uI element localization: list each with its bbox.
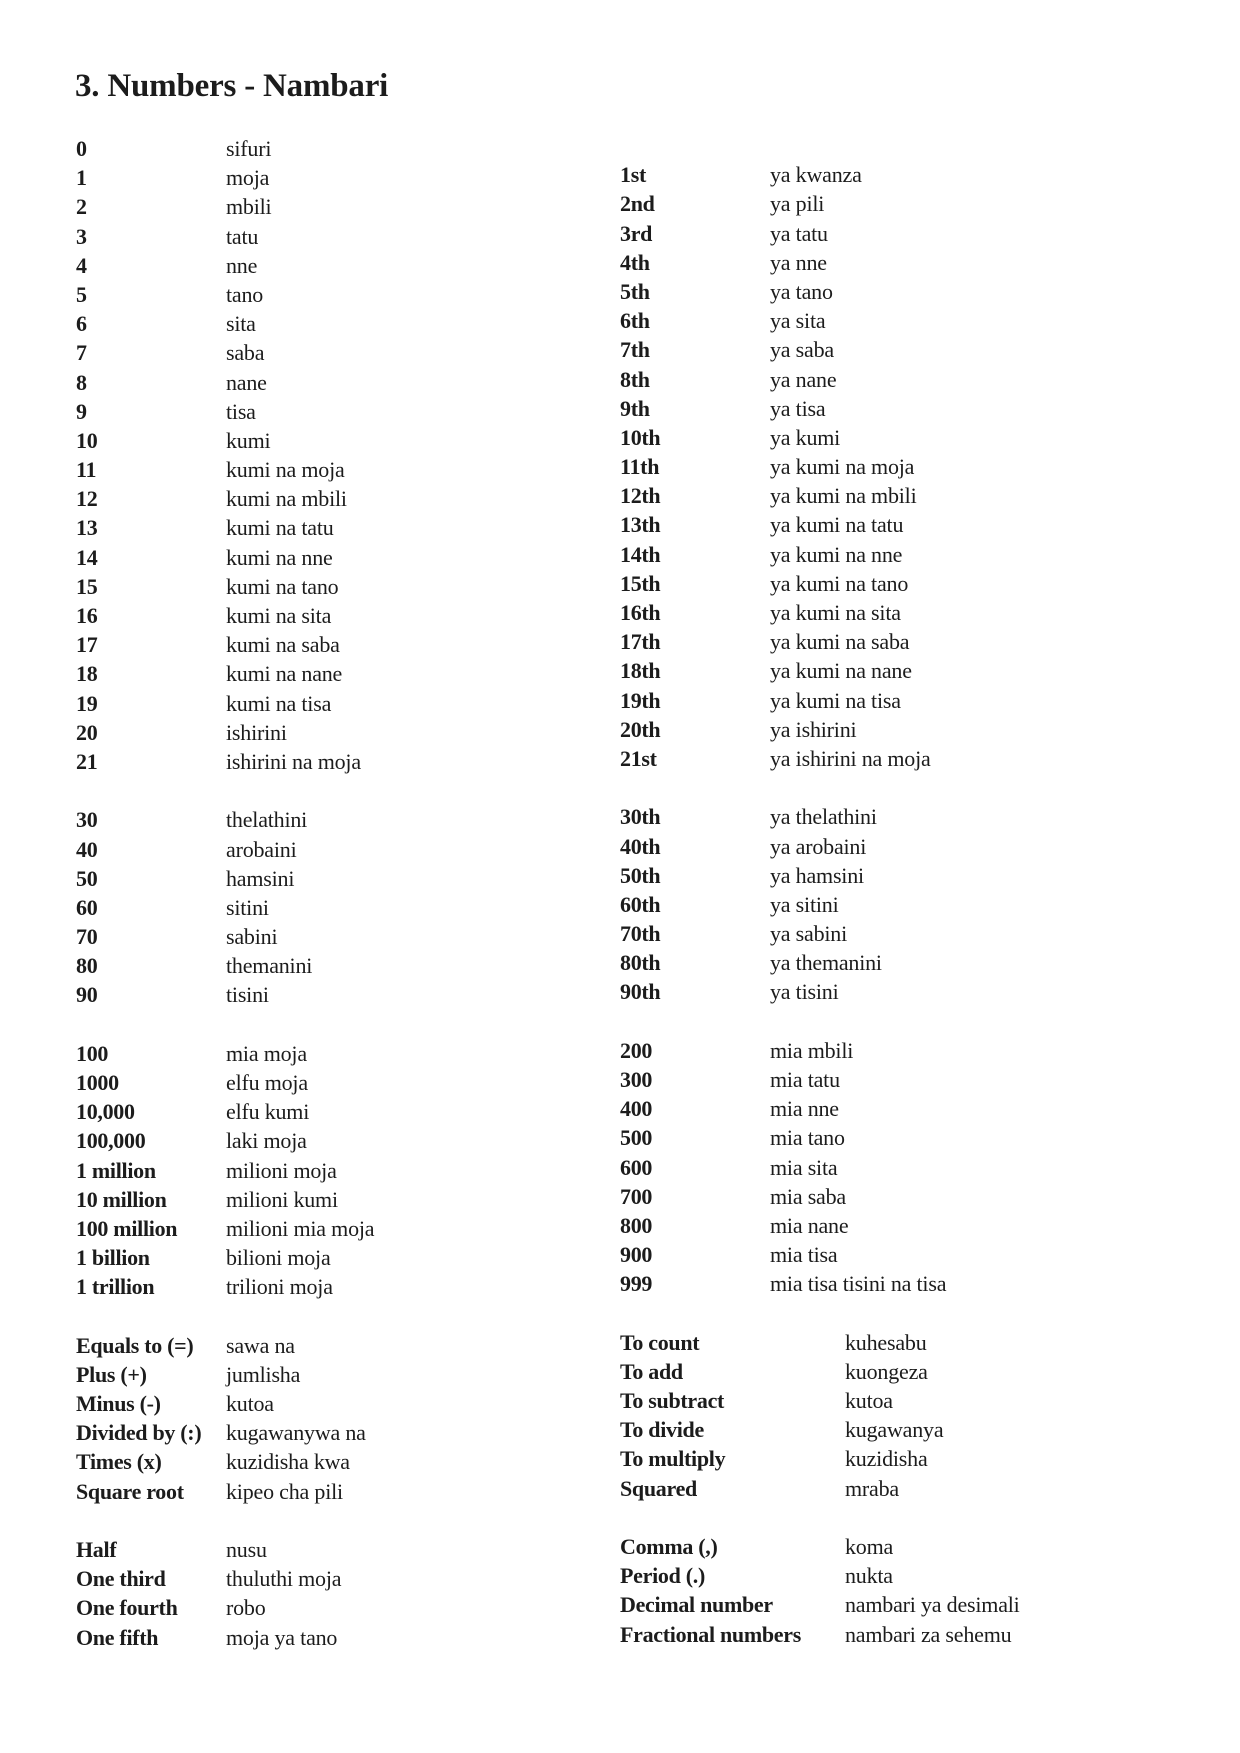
term-label: 17 — [76, 632, 98, 658]
term-translation: kuhesabu — [845, 1329, 927, 1355]
term-label: 90th — [620, 979, 661, 1005]
term-translation: kumi na moja — [226, 457, 345, 483]
term-label: 14th — [620, 541, 661, 567]
term-translation: ya pili — [770, 191, 825, 217]
term-label: 30 — [76, 807, 98, 833]
term-translation: themanini — [226, 953, 313, 979]
term-translation: ya tatu — [770, 220, 828, 246]
term-label: 70 — [76, 924, 98, 950]
term-translation: ya kumi na sita — [770, 600, 901, 625]
term-label: Fractional numbers — [620, 1621, 801, 1647]
term-label: 9 — [76, 398, 87, 424]
term-translation: kugawanya — [845, 1417, 944, 1443]
term-translation: kumi na saba — [226, 632, 340, 658]
term-translation: kumi na tisa — [226, 690, 332, 716]
term-translation: tatu — [226, 223, 259, 249]
term-label: 700 — [620, 1183, 653, 1209]
term-label: 1st — [620, 162, 646, 188]
term-label: One fifth — [76, 1624, 159, 1650]
term-label: 12th — [620, 483, 661, 509]
term-label: 21 — [76, 748, 98, 774]
term-label: To count — [620, 1329, 700, 1355]
term-translation: ya hamsini — [770, 862, 864, 888]
term-translation: tano — [226, 281, 264, 307]
term-label: 15 — [76, 573, 98, 599]
term-label: Period (.) — [620, 1563, 705, 1589]
term-label: To subtract — [620, 1388, 725, 1414]
term-translation: saba — [226, 340, 265, 366]
term-label: To divide — [620, 1417, 704, 1443]
term-label: Plus (+) — [76, 1361, 147, 1387]
term-translation: ya kumi na nane — [770, 658, 912, 684]
term-translation: thuluthi moja — [226, 1566, 342, 1592]
term-translation: mia tisa tisini na tisa — [770, 1271, 947, 1297]
term-label: 100 million — [76, 1215, 178, 1241]
term-translation: ya kumi na mbili — [770, 483, 917, 509]
term-translation: ya tisini — [770, 979, 839, 1005]
term-label: 18 — [76, 661, 98, 687]
term-label: 12 — [76, 486, 98, 512]
term-label: 16 — [76, 603, 98, 628]
term-label: 600 — [620, 1154, 653, 1180]
term-translation: ya nne — [770, 249, 827, 275]
term-translation: ya kumi na tisa — [770, 687, 901, 713]
term-label: Comma (,) — [620, 1534, 718, 1559]
term-translation: ya saba — [770, 337, 834, 363]
term-label: 800 — [620, 1212, 653, 1238]
term-translation: ya kumi na nne — [770, 541, 903, 567]
term-translation: sita — [226, 311, 256, 337]
term-label: 60th — [620, 891, 661, 917]
term-label: 400 — [620, 1096, 653, 1122]
term-label: 60 — [76, 894, 98, 920]
term-translation: mia moja — [226, 1040, 307, 1066]
term-translation: ishirini na moja — [226, 748, 361, 774]
term-label: Half — [76, 1537, 117, 1562]
term-label: 40 — [76, 836, 98, 862]
term-translation: mia tano — [770, 1125, 845, 1151]
term-label: 14 — [76, 544, 98, 570]
term-label: 11 — [76, 457, 97, 483]
term-label: 1 — [76, 165, 87, 191]
term-translation: thelathini — [226, 807, 308, 833]
term-translation: nukta — [845, 1563, 893, 1589]
term-translation: kumi na nane — [226, 661, 343, 687]
term-label: 8 — [76, 369, 87, 395]
term-label: 6 — [76, 311, 87, 337]
term-label: Decimal number — [620, 1592, 773, 1618]
term-label: 200 — [620, 1037, 653, 1063]
term-translation: kumi — [226, 427, 271, 453]
term-translation: elfu kumi — [226, 1099, 310, 1125]
term-translation: kumi na sita — [226, 603, 332, 628]
term-label: 9th — [620, 395, 650, 421]
term-label: Equals to (=) — [76, 1332, 194, 1358]
term-translation: tisa — [226, 398, 256, 424]
term-label: 10 million — [76, 1186, 167, 1212]
term-translation: mia mbili — [770, 1037, 854, 1063]
term-label: 1 million — [76, 1157, 156, 1183]
term-label: To multiply — [620, 1446, 726, 1472]
term-label: 10th — [620, 424, 661, 450]
term-translation: mbili — [226, 194, 272, 220]
term-translation: nambari ya desimali — [845, 1592, 1020, 1618]
term-translation: sawa na — [226, 1332, 295, 1358]
term-label: 1 trillion — [76, 1274, 155, 1300]
term-translation: mia nane — [770, 1212, 849, 1238]
term-label: 300 — [620, 1067, 653, 1092]
term-translation: kuzidisha — [845, 1446, 928, 1472]
term-label: 20 — [76, 719, 98, 745]
term-translation: kutoa — [845, 1388, 893, 1414]
term-translation: kumi na nne — [226, 544, 333, 570]
term-translation: ya sita — [770, 308, 826, 334]
term-translation: elfu moja — [226, 1070, 308, 1095]
term-translation: kipeo cha pili — [226, 1478, 343, 1504]
term-translation: koma — [845, 1534, 894, 1559]
term-label: 1000 — [76, 1070, 119, 1095]
term-label: 5th — [620, 278, 650, 304]
term-label: 100 — [76, 1040, 109, 1066]
term-label: 17th — [620, 629, 661, 655]
term-translation: moja ya tano — [226, 1624, 338, 1650]
term-translation: ya tisa — [770, 395, 826, 421]
term-label: 100,000 — [76, 1128, 146, 1154]
term-translation: bilioni moja — [226, 1245, 331, 1271]
term-translation: ya thelathini — [770, 804, 877, 830]
term-label: 80 — [76, 953, 98, 979]
term-label: Squared — [620, 1475, 697, 1501]
term-translation: arobaini — [226, 836, 297, 862]
term-label: 80th — [620, 950, 661, 976]
term-label: 4th — [620, 249, 650, 275]
term-label: 20th — [620, 716, 661, 742]
term-label: 19 — [76, 690, 98, 716]
term-translation: nambari za sehemu — [845, 1621, 1012, 1647]
term-translation: milioni kumi — [226, 1186, 338, 1212]
term-label: 18th — [620, 658, 661, 684]
term-label: 0 — [76, 136, 87, 161]
term-translation: moja — [226, 165, 270, 191]
term-translation: ya kumi — [770, 424, 841, 450]
term-label: 30th — [620, 804, 661, 830]
term-label: 3 — [76, 223, 87, 249]
term-label: 16th — [620, 600, 661, 625]
term-translation: ya nane — [770, 366, 837, 392]
term-translation: ya kumi na tatu — [770, 512, 904, 538]
term-translation: mia saba — [770, 1183, 846, 1209]
term-label: 3rd — [620, 220, 653, 246]
term-label: 11th — [620, 454, 660, 480]
term-label: Divided by (:) — [76, 1420, 202, 1446]
term-translation: ya kumi na tano — [770, 570, 909, 596]
term-translation: nane — [226, 369, 267, 395]
term-translation: nne — [226, 252, 258, 278]
term-translation: ya sitini — [770, 891, 839, 917]
term-label: 2 — [76, 194, 87, 220]
term-label: 2nd — [620, 191, 655, 217]
term-label: To add — [620, 1358, 683, 1384]
term-label: Square root — [76, 1478, 184, 1504]
term-translation: tisini — [226, 982, 269, 1008]
page-title: 3. Numbers - Nambari — [75, 68, 389, 104]
term-translation: ya kwanza — [770, 162, 862, 188]
term-translation: hamsini — [226, 865, 295, 891]
term-translation: kugawanywa na — [226, 1420, 366, 1446]
term-label: 90 — [76, 982, 98, 1008]
term-translation: milioni mia moja — [226, 1215, 375, 1241]
term-label: 4 — [76, 252, 87, 278]
term-translation: kumi na tano — [226, 573, 339, 599]
term-label: 40th — [620, 833, 661, 859]
term-translation: ya ishirini na moja — [770, 745, 931, 771]
term-label: Minus (-) — [76, 1391, 161, 1417]
term-label: 10,000 — [76, 1099, 135, 1125]
term-translation: mia nne — [770, 1096, 839, 1122]
term-translation: nusu — [226, 1537, 267, 1562]
term-translation: sitini — [226, 894, 269, 920]
term-translation: laki moja — [226, 1128, 307, 1154]
term-translation: sifuri — [226, 136, 272, 161]
term-label: 10 — [76, 427, 98, 453]
term-label: 15th — [620, 570, 661, 596]
term-translation: jumlisha — [226, 1361, 301, 1387]
term-label: 7 — [76, 340, 87, 366]
term-label: 21st — [620, 745, 657, 771]
term-translation: kuongeza — [845, 1358, 928, 1384]
term-translation: ya ishirini — [770, 716, 857, 742]
term-label: 50 — [76, 865, 98, 891]
term-translation: kuzidisha kwa — [226, 1449, 350, 1475]
term-label: One fourth — [76, 1595, 178, 1621]
term-translation: kumi na mbili — [226, 486, 347, 512]
term-label: 13 — [76, 515, 98, 541]
term-translation: ya arobaini — [770, 833, 867, 859]
term-translation: ishirini — [226, 719, 287, 745]
term-translation: mia sita — [770, 1154, 838, 1180]
term-label: One third — [76, 1566, 166, 1592]
term-translation: ya themanini — [770, 950, 882, 976]
term-label: 5 — [76, 281, 87, 307]
term-translation: kutoa — [226, 1391, 274, 1417]
term-translation: mia tisa — [770, 1242, 838, 1268]
term-label: 900 — [620, 1242, 653, 1268]
term-translation: ya kumi na moja — [770, 454, 915, 480]
term-translation: mraba — [845, 1475, 899, 1501]
term-label: 70th — [620, 921, 661, 947]
term-translation: ya kumi na saba — [770, 629, 910, 655]
term-translation: mia tatu — [770, 1067, 840, 1092]
term-label: 50th — [620, 862, 661, 888]
term-translation: milioni moja — [226, 1157, 337, 1183]
term-label: 999 — [620, 1271, 653, 1297]
term-label: 6th — [620, 308, 650, 334]
term-label: 500 — [620, 1125, 653, 1151]
term-label: Times (x) — [76, 1449, 162, 1475]
term-translation: trilioni moja — [226, 1274, 333, 1300]
term-label: 13th — [620, 512, 661, 538]
term-translation: kumi na tatu — [226, 515, 334, 541]
term-translation: ya sabini — [770, 921, 848, 947]
term-translation: robo — [226, 1595, 266, 1621]
term-translation: ya tano — [770, 278, 833, 304]
term-label: 1 billion — [76, 1245, 150, 1271]
term-label: 19th — [620, 687, 661, 713]
term-translation: sabini — [226, 924, 278, 950]
term-label: 8th — [620, 366, 650, 392]
term-label: 7th — [620, 337, 650, 363]
